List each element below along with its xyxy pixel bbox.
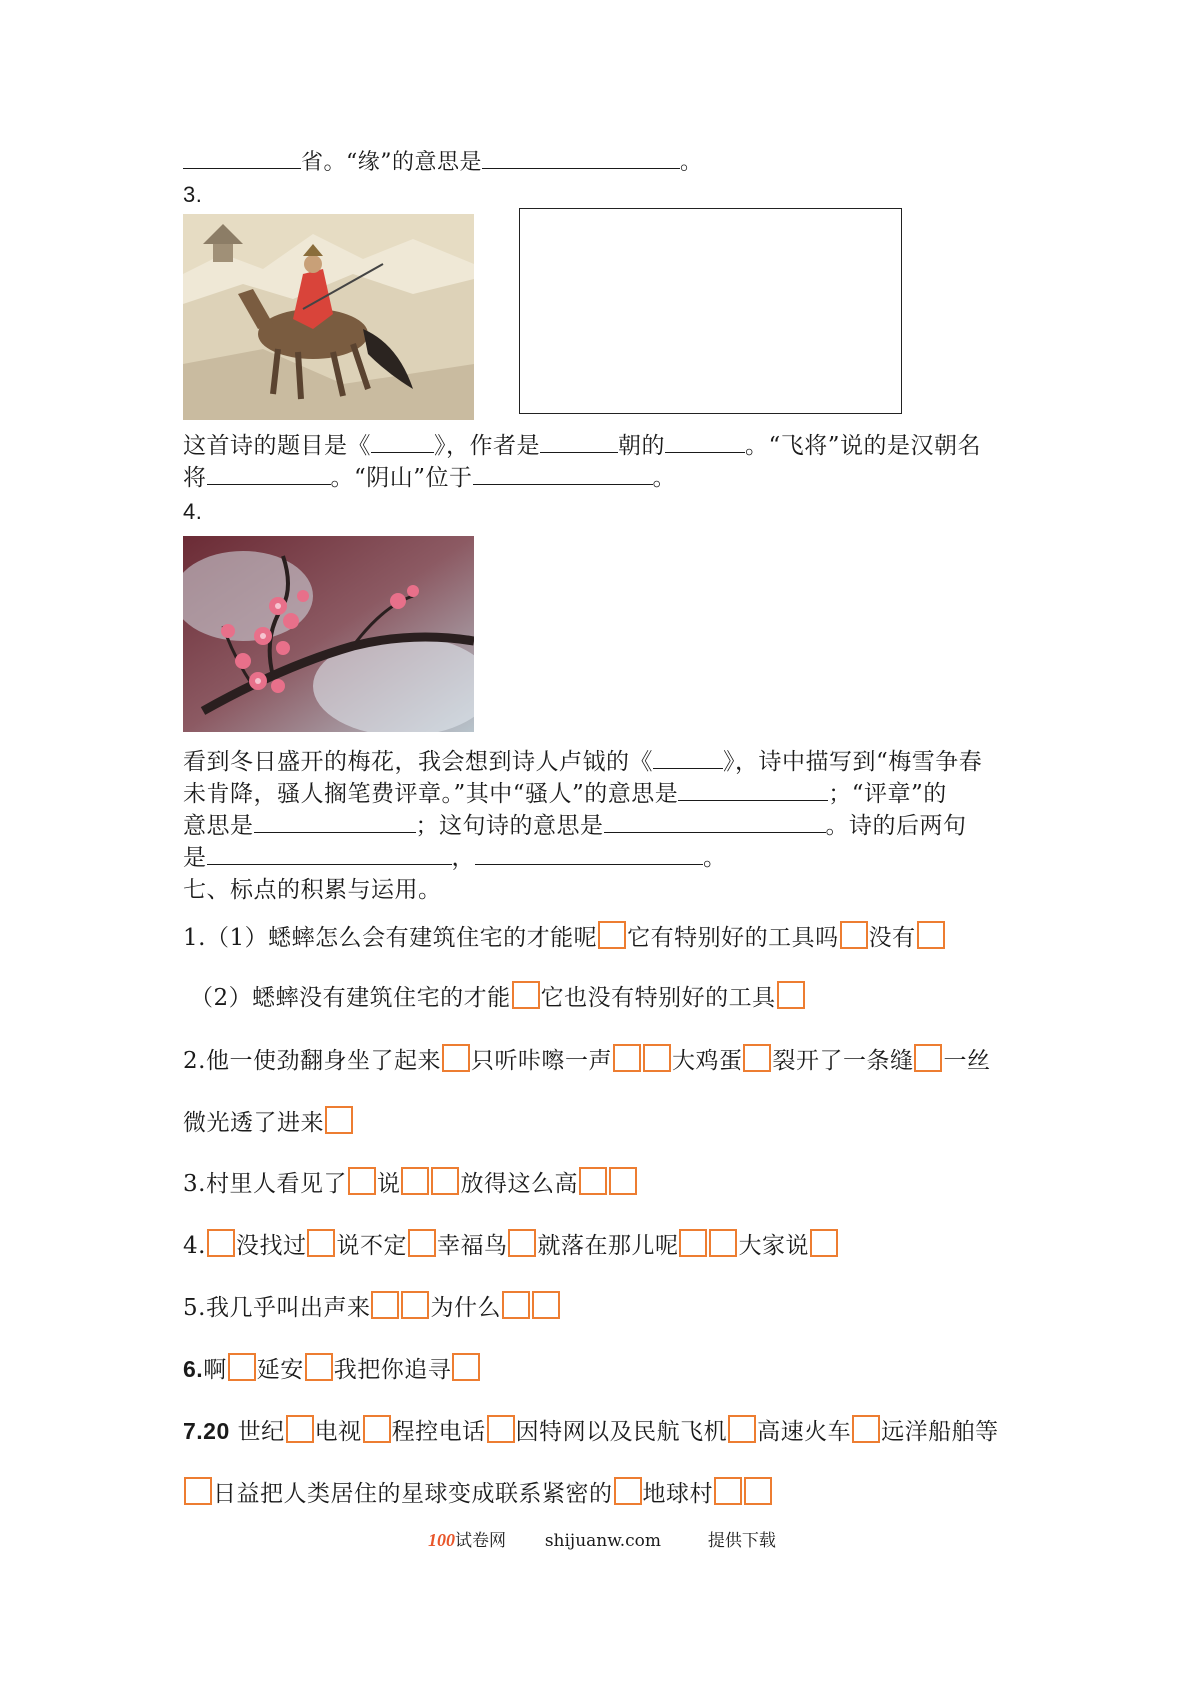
blank-plum-poem-title[interactable] (653, 746, 723, 769)
punct-box[interactable] (744, 1477, 772, 1505)
punct-box[interactable] (643, 1044, 671, 1072)
q4-number: 4. (183, 499, 203, 524)
blank-pingzhang-meaning[interactable] (254, 810, 416, 833)
site-url[interactable]: shijuanw.com (544, 1531, 662, 1551)
drawing-box[interactable] (519, 208, 902, 414)
punct-box[interactable] (401, 1167, 429, 1195)
punct-box[interactable] (442, 1044, 470, 1072)
province-suffix: 省。 (301, 150, 347, 175)
punct-box[interactable] (228, 1353, 256, 1381)
punct-box[interactable] (852, 1415, 880, 1443)
section7-title: 七、标点的积累与运用。 (183, 877, 442, 903)
punct-box[interactable] (609, 1167, 637, 1195)
s7-item3: 3.村里人看见了 说 放得这么高 (183, 1167, 638, 1200)
punct-box[interactable] (348, 1167, 376, 1195)
footer (428, 1526, 776, 1551)
punct-box[interactable] (810, 1229, 838, 1257)
blank-saoren-meaning[interactable] (678, 778, 828, 801)
q4-line2: 未肯降，骚人搁笔费评章。”其中“骚人”的意思是 ；“评章”的 (183, 778, 947, 810)
logo-text: 试卷网 (455, 1531, 506, 1551)
punct-box[interactable] (777, 981, 805, 1009)
punct-box[interactable] (614, 1477, 642, 1505)
punct-box[interactable] (613, 1044, 641, 1072)
punct-box[interactable] (840, 921, 868, 949)
punct-box[interactable] (502, 1291, 530, 1319)
punct-box[interactable] (598, 921, 626, 949)
s7-item7-line1: 7.20 世纪 电视 程控电话 因特网以及民航飞机 高速火车 远洋船舶等 (183, 1415, 999, 1448)
punct-box[interactable] (363, 1415, 391, 1443)
site-logo: 100 (428, 1530, 455, 1550)
punct-box[interactable] (579, 1167, 607, 1195)
s7-item2-line1: 2.他一使劲翻身坐了起来 只听咔嚓一声 大鸡蛋 裂开了一条缝 一丝 (183, 1044, 990, 1077)
q3-number: 3. (183, 182, 203, 207)
yuan-meaning-label: “缘”的意思是 (346, 150, 483, 175)
punct-box[interactable] (532, 1291, 560, 1319)
punct-box[interactable] (917, 921, 945, 949)
punct-box[interactable] (679, 1229, 707, 1257)
blank-general-name[interactable] (207, 462, 331, 485)
q4-line1: 看到冬日盛开的梅花，我会想到诗人卢钺的《 》，诗中描写到“梅雪争春 (183, 746, 982, 778)
q3-line1: 这首诗的题目是《 》，作者是 朝的 。“飞将”说的是汉朝名 (183, 430, 981, 462)
blank-yinshan-location[interactable] (473, 462, 653, 485)
blank-later-line-2[interactable] (475, 842, 703, 865)
blank-author[interactable] (665, 430, 745, 453)
punct-box[interactable] (305, 1353, 333, 1381)
s7-item6: 6.啊 延安 我把你追寻 (183, 1353, 481, 1386)
s7-item4: 4. 没找过 说不定 幸福鸟 就落在那儿呢 大家说 (183, 1229, 839, 1262)
punct-box[interactable] (487, 1415, 515, 1443)
blank-yuan-meaning[interactable] (482, 146, 680, 169)
punct-box[interactable] (728, 1415, 756, 1443)
q4-line3: 意思是 ；这句诗的意思是 。诗的后两句 (183, 810, 967, 842)
punct-box[interactable] (452, 1353, 480, 1381)
punct-box[interactable] (286, 1415, 314, 1443)
s7-item5: 5.我几乎叫出声来 为什么 (183, 1291, 561, 1324)
punct-box[interactable] (184, 1477, 212, 1505)
blank-line-meaning[interactable] (604, 810, 826, 833)
punct-box[interactable] (714, 1477, 742, 1505)
punct-box[interactable] (508, 1229, 536, 1257)
blank-poem-title[interactable] (371, 430, 434, 453)
general-on-horse-image (183, 214, 474, 420)
q3-line2: 将 。“阴山”位于 。 (183, 462, 676, 494)
punct-box[interactable] (512, 981, 540, 1009)
s7-item2-line2: 微光透了进来 (183, 1106, 354, 1139)
q4-line4: 是 ， 。 (183, 842, 727, 874)
provide-download: 提供下载 (707, 1531, 776, 1551)
punct-box[interactable] (743, 1044, 771, 1072)
blank-province[interactable] (183, 146, 301, 169)
punct-box[interactable] (401, 1291, 429, 1319)
punct-box[interactable] (431, 1167, 459, 1195)
punct-box[interactable] (408, 1229, 436, 1257)
punct-box[interactable] (371, 1291, 399, 1319)
s7-item1-2: （2）蟋蟀没有建筑住宅的才能 它也没有特别好的工具 (190, 981, 806, 1014)
punct-box[interactable] (914, 1044, 942, 1072)
s7-item1-1: 1.（1）蟋蟀怎么会有建筑住宅的才能呢 它有特别好的工具吗 没有 (183, 921, 946, 954)
blank-later-line-1[interactable] (207, 842, 452, 865)
punct-box[interactable] (325, 1106, 353, 1134)
blank-dynasty[interactable] (540, 430, 618, 453)
q2-tail-line: 省。“缘”的意思是 。 (183, 146, 703, 178)
punct-box[interactable] (307, 1229, 335, 1257)
plum-blossom-image (183, 536, 474, 732)
punct-box[interactable] (709, 1229, 737, 1257)
punct-box[interactable] (207, 1229, 235, 1257)
s7-item7-line2: 日益把人类居住的星球变成联系紧密的 地球村 (183, 1477, 773, 1510)
